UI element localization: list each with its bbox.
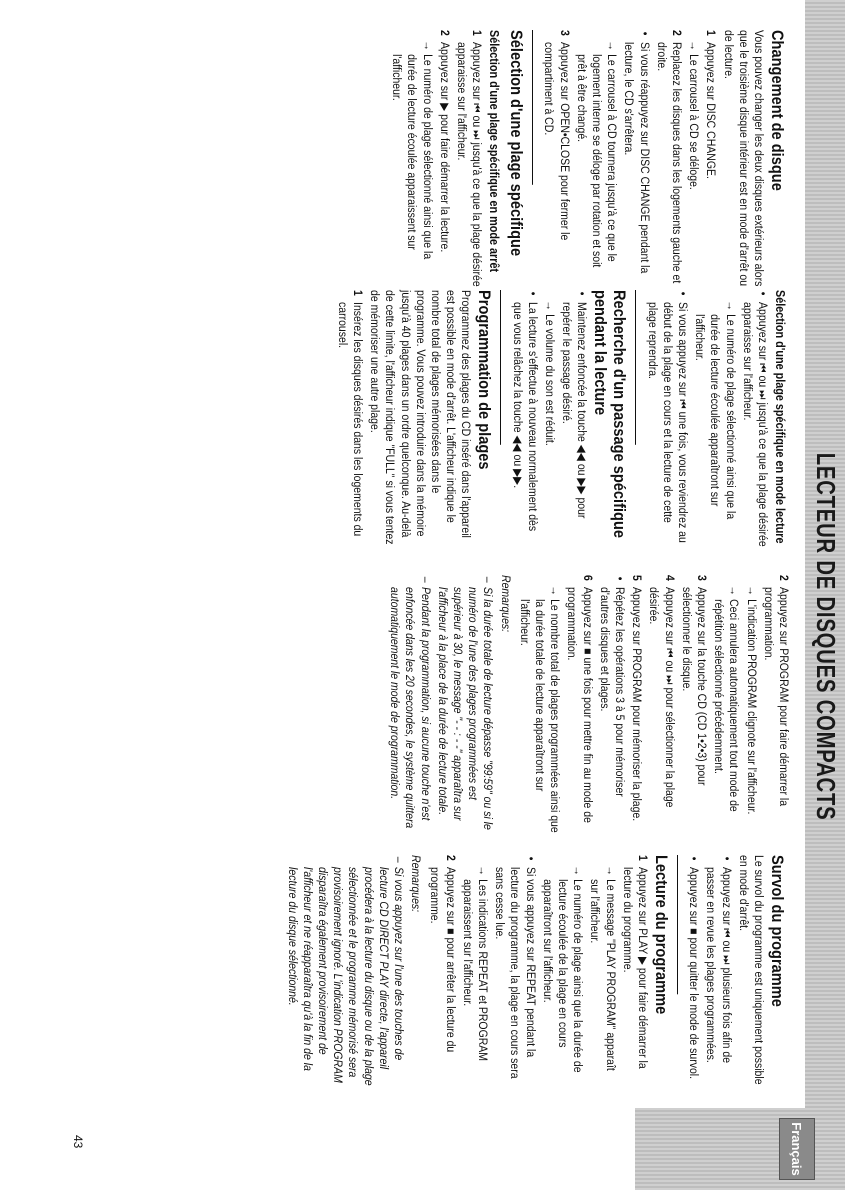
section-title: Changement de disque xyxy=(768,30,787,191)
arrow-note: → Ceci annulera automatiquement tout mode de répétition sélectionné précédemment. xyxy=(711,575,741,833)
remark-item: – Si la durée totale de lecture dépasse "99:59" ou si le numéro de l'une des plages programmées est supérieur à 30, le message "- - : - -" apparaîtra sur l'afficheur à la place de la durée de lecture totale. xyxy=(435,575,496,833)
bullet-item: • Répétez les opérations 3 à 5 pour mémoriser d'autres disques et plages. xyxy=(597,575,627,833)
arrow-note: → Le numéro de plage ainsi que la durée de lecture écoulée de la plage en cours apparaîtront sur l'afficheur. xyxy=(540,855,586,1087)
column-4 xyxy=(282,855,793,1087)
step-text: Appuyez sur ⏮ ou ⏭ pour sélectionner la plage désirée. xyxy=(647,587,677,808)
step-1: 1 Appuyez sur DISC CHANGE. xyxy=(704,30,719,179)
paragraph: Le survol du programme est uniquement possible en mode d'arrêt. xyxy=(736,855,766,1085)
divider xyxy=(635,290,636,445)
step-text: Appuyez sur PROGRAM pour faire démarrer la programmation. xyxy=(761,587,791,807)
header-band xyxy=(805,0,845,1190)
step-text: Appuyez sur PLAY ▶ pour faire démarrer la lecture du programme. xyxy=(620,867,650,1069)
arrow-note: → L'indication PROGRAM clignote sur l'afficheur. xyxy=(743,575,758,833)
paragraph: Vous pouvez changer les deux disques extérieurs alors que le troisième disque intérieur est en mode d'arrêt ou de lecture. xyxy=(721,30,766,287)
language-label: Français xyxy=(779,1118,815,1180)
bullet-item: • Maintenez enfoncée la touche ◀◀ ou ▶▶ pour repérer le passage désiré. xyxy=(559,290,589,548)
subsection-title: Sélection d'une plage spécifique en mode arrêt xyxy=(487,30,502,273)
arrow-note: → Le numéro de plage sélectionné ainsi que la durée de lecture écoulée apparaissent sur l'afficheur. xyxy=(389,30,435,288)
divider xyxy=(677,855,678,994)
bullet-item: • Appuyez sur ⏮ ou ⏭ jusqu'à ce que la plage désirée apparaisse sur l'afficheur. xyxy=(740,290,770,548)
step-3: 3 Appuyez sur la touche CD (CD 1•2•3) pour sélectionner le disque. xyxy=(679,575,709,786)
section-title: Programmation de plages xyxy=(475,290,495,470)
bullet-item: • Si vous appuyez sur ⏮ une fois, vous reviendrez au début de la plage en cours et la lecture de cette plage reprendra. xyxy=(644,290,690,548)
arrow-note: → Le volume du son est réduit. xyxy=(542,290,557,548)
step-text: Appuyez sur ▶ pour faire démarrer la lecture. xyxy=(437,42,452,253)
arrow-note: → Les indications REPEAT et PROGRAM apparaissent sur l'afficheur. xyxy=(460,855,490,1087)
step-text: Appuyez sur PROGRAM pour mémoriser la plage. xyxy=(630,587,645,822)
paragraph: Programmez des plages du CD inséré dans l'appareil est possible en mode d'arrêt. L'afficheur indique le nombre total de plages mémorisées dans le programme. Vous pouvez introduire dans la mémoire jusqu'à 40 plages dans un ordre quelconque. Au-delà de cette limite, l'afficheur indique "FULL" si vous tentez de mémoriser une autre plage. xyxy=(368,290,474,545)
arrow-note: → Le carrousel à CD tournera jusqu'à ce que le logement interne se déloge par rotation et soit prêt à être changé. xyxy=(574,30,620,288)
section-title: Sélection d'une plage spécifique xyxy=(507,30,527,257)
step-3: 3 Appuyez sur OPEN•CLOSE pour fermer le compartiment à CD. xyxy=(542,30,572,241)
column-1 xyxy=(387,30,793,288)
remarks-label: Remarques: xyxy=(409,855,424,913)
step-2: 2 Replacez les disques dans les logements gauche et droite. xyxy=(654,30,684,284)
column-2 xyxy=(333,290,793,548)
bullet-item: • La lecture s'effectue à nouveau normalement dès que vous relâchez la touche ◀◀ ou ▶▶. xyxy=(509,290,539,548)
arrow-note: → Le nombre total de plages programmées ainsi que la durée totale de lecture apparaîtront sur l'afficheur. xyxy=(517,575,563,833)
arrow-note: → Le carrousel à CD se déloge. xyxy=(686,30,701,288)
page-title: LECTEUR DE DISQUES COMPACTS xyxy=(811,452,841,820)
remark-item: – Si vous appuyez sur l'une des touches de lecture CD DIRECT PLAY directe, l'appareil procédera à la lecture du disque ou de la plage sélectionnée et le programme mémorisé sera provisoirement ignoré. L'indication PROGRAM disparaîtra également provisoirement de l'afficheur et ne réapparaîtra qu'à la fin de la lecture du disque sélectionné. xyxy=(284,855,406,1087)
bullet-item: • Appuyez sur ⏮ ou ⏭ plusieurs fois afin de passer en revue les plages programmées. xyxy=(703,855,733,1087)
step-6: 6 Appuyez sur ■ une fois pour mettre fin au mode de programmation. xyxy=(565,575,595,823)
step-4: 4 Appuyez sur ⏮ ou ⏭ pour sélectionner la plage désirée. xyxy=(647,575,677,808)
step-1: 1 Appuyez sur ⏮ ou ⏭ jusqu'à ce que la plage désirée apparaisse sur l'afficheur. xyxy=(454,30,485,287)
divider xyxy=(532,30,533,185)
page-number: 43 xyxy=(71,1135,85,1149)
step-2: 2 Appuyez sur PROGRAM pour faire démarrer la programmation. xyxy=(761,575,791,807)
bullet-item: • Si vous réappuyez sur DISC CHANGE pendant la lecture, le CD s'arrêtera. xyxy=(621,30,651,288)
step-text: Appuyez sur ■ pour arrêter la lecture du programme. xyxy=(428,867,458,1053)
section-title: Recherche d'un passage spécifique pendant la lecture xyxy=(591,290,630,539)
bullet-item: • Si vous appuyez sur REPEAT pendant la lecture du programme, la plage en cours sera sans cesse lue. xyxy=(492,855,538,1087)
step-text: Insérez les disques désirés dans les logements du carrousel. xyxy=(335,302,365,537)
section-title: Lecture du programme xyxy=(651,855,671,1015)
step-1: 1 Insérez les disques désirés dans les logements du carrousel. xyxy=(335,290,365,537)
subsection-title: Sélection d'une plage spécifique en mode lecture xyxy=(773,290,787,544)
remarks-label: Remarques: xyxy=(498,575,513,633)
section-title: Survol du programme xyxy=(768,855,787,1007)
step-2: 2 Appuyez sur ▶ pour faire démarrer la lecture. xyxy=(437,30,452,253)
bullet-item: • Appuyez sur ■ pour quitter le mode de survol. xyxy=(686,855,701,1087)
step-text: Replacez les disques dans les logements gauche et droite. xyxy=(654,42,684,284)
step-text: Appuyez sur la touche CD (CD 1•2•3) pour sélectionner le disque. xyxy=(679,587,709,786)
step-5: 5 Appuyez sur PROGRAM pour mémoriser la plage. xyxy=(630,575,645,822)
remark-item: – Pendant la programmation, si aucune touche n'est enfoncée dans les 20 secondes, le système quittera automatiquement le mode de programmation. xyxy=(387,575,433,833)
step-1: 1 Appuyez sur PLAY ▶ pour faire démarrer la lecture du programme. xyxy=(620,855,650,1069)
step-text: Appuyez sur ⏮ ou ⏭ jusqu'à ce que la plage désirée apparaisse sur l'afficheur. xyxy=(454,42,485,287)
divider xyxy=(500,290,501,445)
arrow-note: → Le message "PLAY PROGRAM" apparaît sur l'afficheur. xyxy=(587,855,617,1087)
step-2: 2 Appuyez sur ■ pour arrêter la lecture du programme. xyxy=(428,855,458,1053)
column-3 xyxy=(385,575,793,833)
step-text: Appuyez sur DISC CHANGE. xyxy=(704,42,719,179)
step-text: Appuyez sur ■ une fois pour mettre fin au mode de programmation. xyxy=(565,587,595,823)
arrow-note: → Le numéro de plage sélectionné ainsi que la durée de lecture écoulée apparaîtront sur l'afficheur. xyxy=(692,290,738,548)
step-text: Appuyez sur OPEN•CLOSE pour fermer le compartiment à CD. xyxy=(542,42,572,241)
